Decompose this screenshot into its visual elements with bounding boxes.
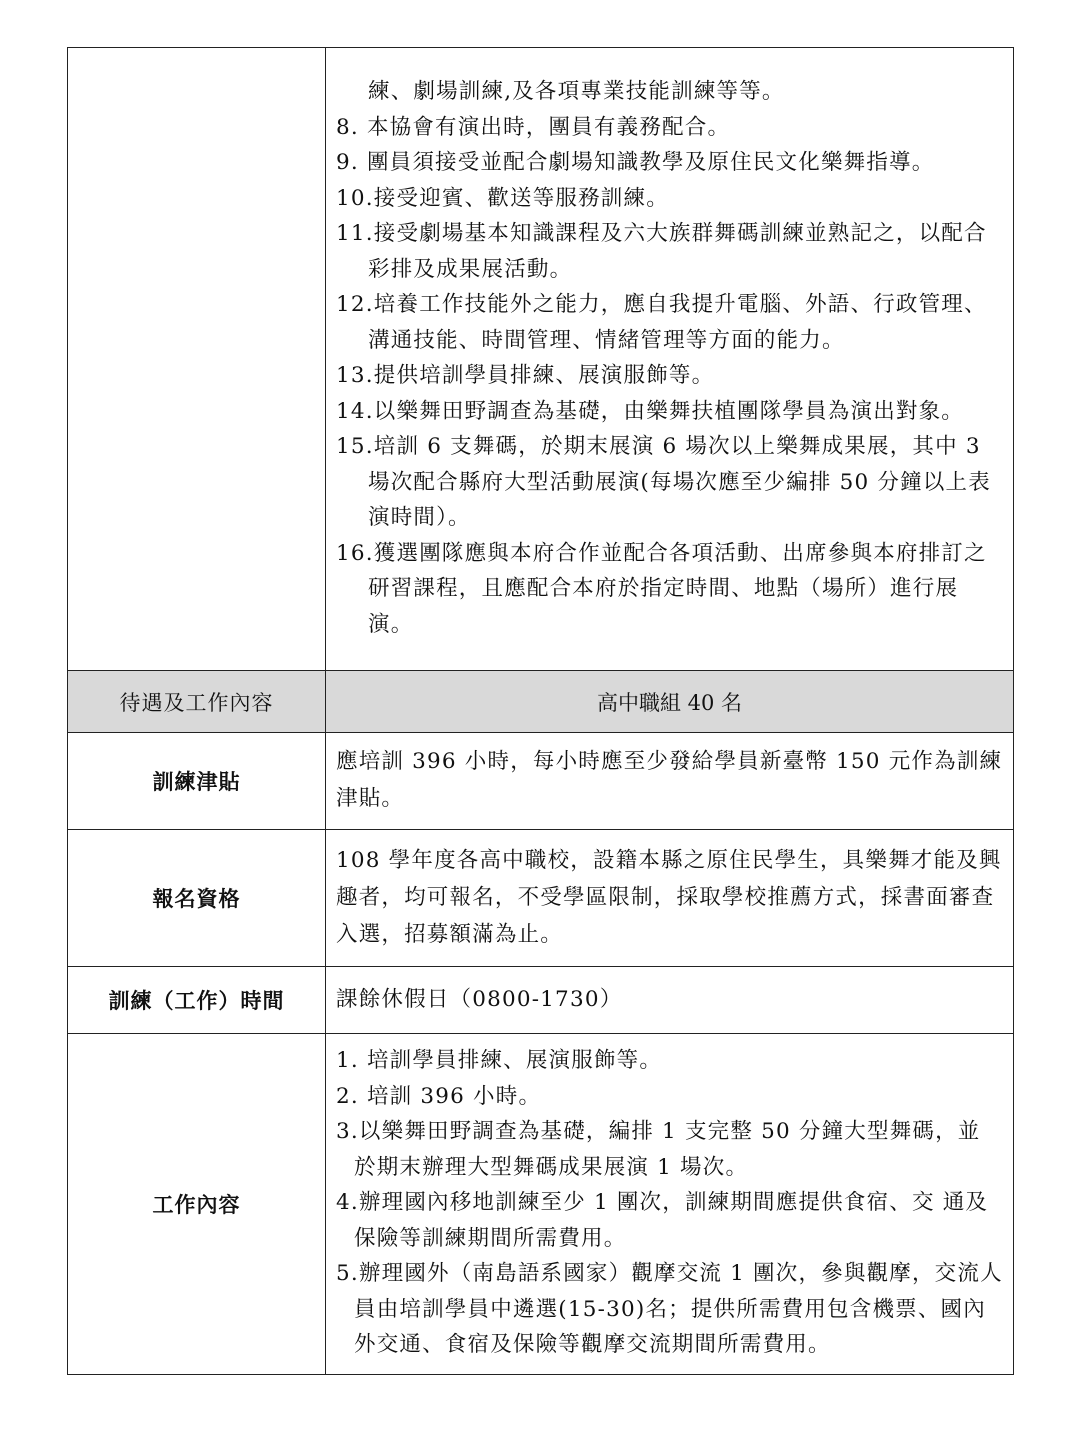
- header-value: 高中職組 40 名: [326, 671, 1014, 733]
- header-label: 待遇及工作內容: [68, 671, 326, 733]
- continuation-content: [326, 48, 1014, 671]
- eligibility-row: [68, 830, 1014, 967]
- list-item: 3.以樂舞田野調查為基礎，編排 1 支完整 50 分鐘大型舞碼，並於期末辦理大型舞碼成果展演 1 場次。: [336, 1119, 981, 1180]
- list-item: 2. 培訓 396 小時。: [336, 1083, 542, 1109]
- allowance-text: 應培訓 396 小時，每小時應至少發給學員新臺幣 150 元作為訓練津貼。: [326, 733, 1014, 830]
- allowance-row: [68, 733, 1014, 830]
- list-item: 1. 培訓學員排練、展演服飾等。: [336, 1048, 663, 1074]
- list-item: 12.培養工作技能外之能力，應自我提升電腦、外語、行政管理、溝通技能、時間管理、情緒管理等方面的能力。: [336, 292, 987, 353]
- work-row: [68, 1034, 1014, 1375]
- schedule-text: 課餘休假日（0800-1730）: [326, 967, 1014, 1034]
- list-item: 10.接受迎賓、歡送等服務訓練。: [336, 185, 669, 211]
- work-content: [326, 1034, 1014, 1375]
- list-item: 練、劇場訓練,及各項專業技能訓練等等。: [368, 79, 785, 104]
- eligibility-label: 報名資格: [68, 830, 326, 967]
- requirements-table: [67, 47, 1014, 1375]
- schedule-label: 訓練（工作）時間: [68, 967, 326, 1034]
- allowance-label: 訓練津貼: [68, 733, 326, 830]
- list-item: 13.提供培訓學員排練、展演服飾等。: [336, 363, 715, 388]
- list-item: 4.辦理國內移地訓練至少 1 團次，訓練期間應提供食宿、交 通及保險等訓練期間所需費用。: [336, 1190, 989, 1251]
- work-label: 工作內容: [68, 1034, 326, 1375]
- eligibility-text: 108 學年度各高中職校，設籍本縣之原住民學生，具樂舞才能及興趣者，均可報名，不受學區限制，採取學校推薦方式，採書面審查入選，招募額滿為止。: [326, 830, 1014, 967]
- list-item: 14.以樂舞田野調查為基礎，由樂舞扶植團隊學員為演出對象。: [336, 398, 964, 424]
- list-item: 5.辦理國外（南島語系國家）觀摩交流 1 團次，參與觀摩，交流人員由培訓學員中遴選(15-30)名；提供所需費用包含機票、國內外交通、食宿及保險等觀摩交流期間所需費用。: [336, 1261, 1003, 1358]
- list-item: 16.獲選團隊應與本府合作並配合各項活動、出席參與本府排訂之研習課程，且應配合本府於指定時間、地點（場所）進行展演。: [336, 540, 987, 637]
- continuation-label-cell: [68, 48, 326, 671]
- header-row: [68, 671, 1014, 733]
- list-item: 9. 團員須接受並配合劇場知識教學及原住民文化樂舞指導。: [336, 150, 935, 175]
- list-item: 15.培訓 6 支舞碼，於期末展演 6 場次以上樂舞成果展，其中 3 場次配合縣府大型活動展演(每場次應至少編排 50 分鐘以上表演時間）。: [336, 434, 991, 530]
- continuation-row: [68, 48, 1014, 671]
- list-item: 8. 本協會有演出時，團員有義務配合。: [336, 114, 731, 140]
- schedule-row: [68, 967, 1014, 1034]
- list-item: 11.接受劇場基本知識課程及六大族群舞碼訓練並熟記之，以配合彩排及成果展活動。: [336, 221, 987, 282]
